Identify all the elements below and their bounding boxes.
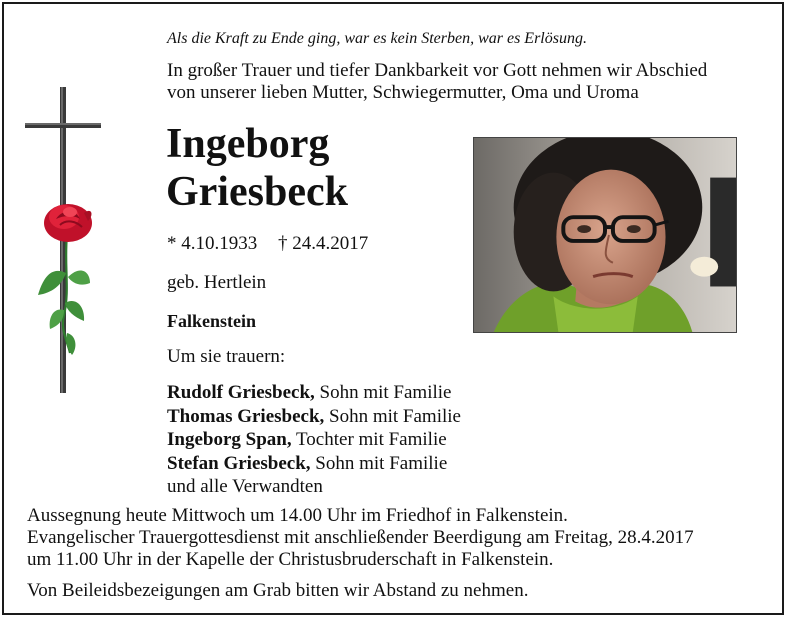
mourner-entry — [167, 381, 461, 405]
relatives-line: und alle Verwandten — [167, 476, 323, 497]
place-name: Falkenstein — [167, 311, 257, 331]
cross-with-rose-icon — [20, 85, 110, 395]
mourner-relation: Sohn mit Familie — [329, 405, 461, 427]
mourner-name: Rudolf Griesbeck, — [167, 382, 315, 403]
first-name: Ingeborg — [166, 121, 330, 167]
mourners-heading: Um sie trauern: — [167, 346, 286, 367]
intro-line: In großer Trauer und tiefer Dankbarkeit vor Gott nehmen wir Abschied — [167, 60, 708, 81]
notice-line: Aussegnung heute Mittwoch um 14.00 Uhr im Friedhof in Falkenstein. — [27, 505, 568, 526]
notice-line: um 11.00 Uhr in der Kapelle der Christusbruderschaft in Falkenstein. — [27, 549, 554, 570]
mourner-entry — [167, 452, 461, 476]
deceased-name — [166, 120, 348, 216]
mourner-relation: Tochter mit Familie — [296, 429, 447, 450]
life-dates — [167, 233, 368, 255]
closing-request: Von Beileidsbezeigungen am Grab bitten wir Abstand zu nehmen. — [27, 580, 529, 601]
maiden-name: geb. Hertlein — [167, 272, 267, 293]
death-date: † 24.4.2017 — [278, 233, 369, 254]
intro-text — [167, 60, 767, 104]
mourner-relation: Sohn mit Familie — [315, 452, 448, 474]
birth-date: * 4.10.1933 — [167, 233, 258, 254]
mourner-relation: Sohn mit Familie — [319, 382, 452, 403]
notice-line: Evangelischer Trauergottesdienst mit anschließender Beerdigung am Freitag, 28.4.2017 — [27, 527, 694, 548]
intro-line: von unserer lieben Mutter, Schwiegermutter, Oma und Uroma — [167, 82, 639, 103]
portrait-photo — [473, 137, 737, 333]
mourner-entry — [167, 428, 461, 452]
last-name: Griesbeck — [166, 169, 348, 215]
mourner-entry — [167, 405, 461, 429]
mourner-name: Ingeborg Span, — [167, 429, 292, 450]
funeral-notice — [27, 505, 767, 571]
mourners-list — [167, 381, 461, 499]
motto-quote: Als die Kraft zu Ende ging, war es kein Sterben, war es Erlösung. — [167, 30, 587, 47]
mourner-name: Thomas Griesbeck, — [167, 405, 325, 427]
mourner-name: Stefan Griesbeck, — [167, 452, 311, 474]
